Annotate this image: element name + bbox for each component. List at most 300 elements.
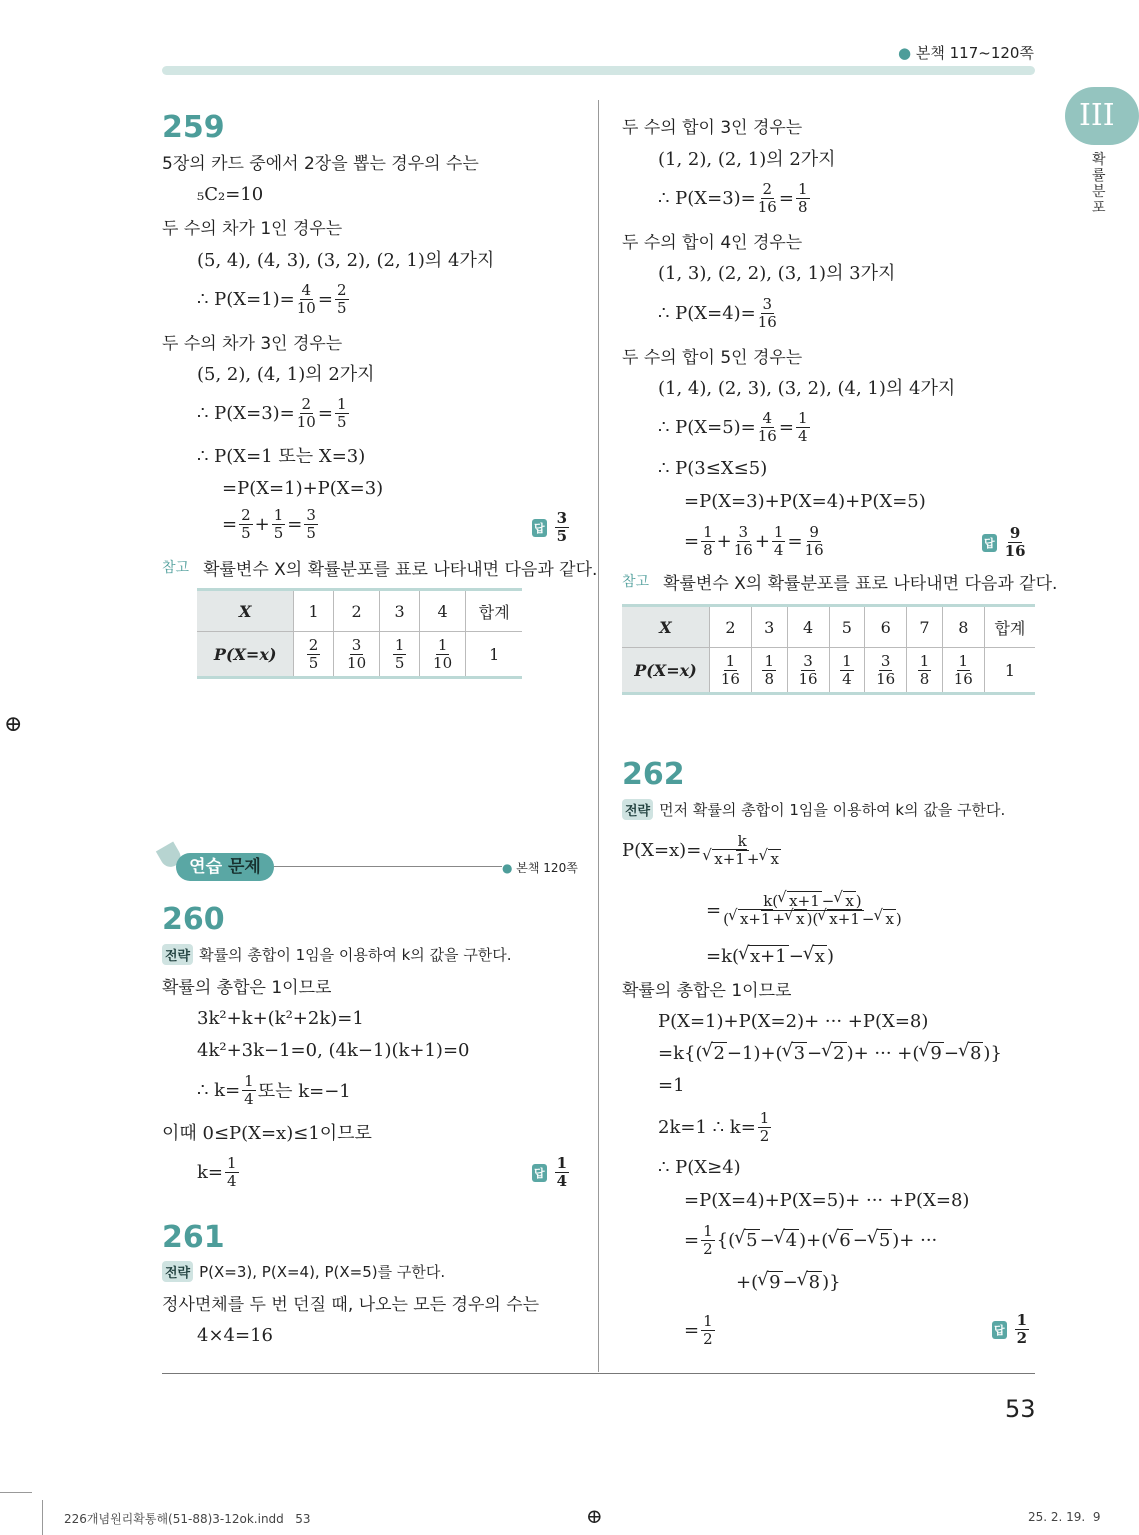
math-text: − xyxy=(821,891,835,910)
note-text: 확률변수 X의 확률분포를 표로 나타내면 다음과 같다. xyxy=(663,573,1058,594)
fraction xyxy=(297,396,316,431)
sqrt: √ x xyxy=(813,945,827,967)
math-text: (5, 4), (4, 3), (3, 2), (2, 1)의 4가지 xyxy=(197,250,495,271)
math-text: = xyxy=(684,1229,700,1251)
fraction xyxy=(304,507,318,542)
sqrt: √ x+1 xyxy=(748,945,789,967)
note-label: 참고 xyxy=(162,560,190,576)
table-header-cell: 2 xyxy=(333,590,380,632)
fraction xyxy=(307,637,321,672)
distribution-table-261 xyxy=(622,604,1035,695)
fraction xyxy=(918,653,932,688)
numerator xyxy=(225,1155,239,1173)
fraction xyxy=(758,296,777,331)
numerator xyxy=(762,653,776,671)
math-text: 1 xyxy=(244,1071,254,1090)
math-text: 1 xyxy=(703,1311,713,1330)
chapter-roman: III xyxy=(1079,98,1115,133)
math-text: 3 xyxy=(762,294,773,313)
sqrt: √ 9 xyxy=(928,1042,943,1064)
math-text: 16 xyxy=(720,669,740,688)
math-text: ∴ P(X≥4) xyxy=(658,1156,741,1178)
table-row-label: P(X=x) xyxy=(622,648,709,694)
denominator xyxy=(758,314,777,331)
math-text: 1 xyxy=(437,635,448,654)
denominator xyxy=(758,428,777,445)
crop-mark xyxy=(0,1492,32,1493)
math-text: P(X=x)= xyxy=(622,839,702,861)
math-line xyxy=(622,831,783,868)
chapter-tab xyxy=(1065,87,1139,145)
math-text: ) xyxy=(895,909,902,928)
practice-title-a: 연습 xyxy=(189,857,223,877)
header-bar xyxy=(162,66,1035,75)
math-text: = xyxy=(787,530,803,552)
chapter-label: 확률분포 xyxy=(1092,152,1106,216)
math-text: 3 xyxy=(738,522,749,541)
numerator xyxy=(796,181,810,199)
math-text: 10 xyxy=(347,653,367,672)
math-line xyxy=(658,1038,1002,1068)
math-text: − xyxy=(852,1229,868,1251)
numerator xyxy=(957,653,971,671)
math-text: 확률의 총합은 1이므로 xyxy=(622,980,792,1001)
math-text: = xyxy=(317,402,333,424)
denominator xyxy=(760,1128,770,1145)
math-text: + xyxy=(772,909,786,928)
strategy-text: 확률의 총합이 1임을 이용하여 k의 값을 구한다. xyxy=(199,945,512,964)
math-line xyxy=(658,372,955,402)
crop-mark xyxy=(42,1500,43,1535)
math-text: ∴ P(X=3)= xyxy=(658,187,756,209)
footer-date: 25. 2. 19. 9 xyxy=(1028,1510,1101,1524)
denominator xyxy=(954,671,973,688)
sqrt: √ 4 xyxy=(784,1229,799,1251)
problem-number-259: 259 xyxy=(162,110,225,145)
table-header-cell: X xyxy=(197,590,294,632)
math-line xyxy=(658,1152,741,1182)
math-text: 3 xyxy=(306,505,316,524)
math-text: 3 xyxy=(556,509,568,527)
answer-261 xyxy=(982,525,1028,560)
numerator xyxy=(242,1073,256,1091)
denominator xyxy=(703,1241,713,1258)
math-line xyxy=(622,110,802,140)
math-text: 두 수의 차가 3인 경우는 xyxy=(162,333,343,354)
sqrt: √ x+1 xyxy=(827,909,862,928)
numerator xyxy=(393,637,407,655)
math-text: 정사면체를 두 번 던질 때, 나오는 모든 경우의 수는 xyxy=(162,1294,540,1315)
numerator xyxy=(772,524,786,542)
numerator xyxy=(1008,525,1022,543)
math-text: 2 xyxy=(1016,1329,1028,1347)
strategy-tag: 전략 xyxy=(162,1261,193,1282)
numerator xyxy=(307,637,321,655)
math-line xyxy=(162,1287,539,1317)
column-divider xyxy=(598,100,599,1372)
math-text: 8 xyxy=(797,197,808,216)
header-ref-label: 본책 xyxy=(915,44,945,62)
denominator xyxy=(337,414,347,431)
math-text: 4 xyxy=(762,408,773,427)
denominator xyxy=(703,542,713,559)
table-header-cell: 3 xyxy=(380,590,419,632)
math-text: 16 xyxy=(953,669,973,688)
math-text: 16 xyxy=(733,540,753,559)
fraction xyxy=(433,637,452,672)
math-text: k= xyxy=(197,1161,223,1183)
math-text: ₅C₂=10 xyxy=(197,183,264,205)
denominator xyxy=(798,428,808,445)
math-text: 1 xyxy=(797,179,808,198)
math-text: − xyxy=(861,909,875,928)
fraction xyxy=(772,524,786,559)
table-cell xyxy=(294,632,333,678)
math-line xyxy=(222,473,383,503)
numerator xyxy=(239,507,253,525)
math-text: 5 xyxy=(308,653,319,672)
fraction xyxy=(242,1073,256,1108)
table-cell: 1 xyxy=(466,632,522,678)
math-text: ∴ P(3≤X≤5) xyxy=(658,457,768,479)
table-cell xyxy=(907,648,943,694)
math-text: 10 xyxy=(296,412,316,431)
math-line xyxy=(658,179,812,216)
sqrt: √ x xyxy=(843,891,855,910)
answer-259 xyxy=(532,510,571,545)
math-text: (1, 3), (2, 2), (3, 1)의 3가지 xyxy=(658,263,896,284)
fraction xyxy=(1005,525,1026,560)
math-line xyxy=(684,1185,969,1215)
math-text: 4 xyxy=(556,1172,568,1190)
numerator xyxy=(761,181,775,199)
problem-number-262: 262 xyxy=(622,757,685,792)
math-line xyxy=(658,1108,773,1145)
denominator xyxy=(774,542,784,559)
math-text: 5장의 카드 중에서 2장을 뽑는 경우의 수는 xyxy=(162,153,479,174)
fraction xyxy=(758,1110,772,1145)
denominator xyxy=(805,542,824,559)
fraction xyxy=(272,507,286,542)
table-header-cell: 8 xyxy=(942,606,984,648)
denominator xyxy=(798,199,808,216)
math-text: ∴ P(X=1 또는 X=3) xyxy=(197,446,366,467)
denominator xyxy=(721,671,740,688)
answer-badge: 답 xyxy=(982,534,997,552)
math-line xyxy=(658,1006,928,1036)
math-text: ∴ P(X=3)= xyxy=(197,402,295,424)
math-line xyxy=(197,1071,351,1108)
math-text: 1 xyxy=(759,1108,770,1127)
math-text: )} xyxy=(983,1042,1002,1064)
sqrt: √ 2 xyxy=(711,1042,726,1064)
math-text: = xyxy=(287,513,303,535)
math-line xyxy=(162,970,331,1000)
fraction xyxy=(701,1223,715,1258)
math-text: 1 xyxy=(1016,1311,1028,1329)
numerator xyxy=(335,396,349,414)
math-text: 4 xyxy=(244,1089,254,1108)
problem-number-261: 261 xyxy=(162,1220,225,1255)
math-text: 10 xyxy=(433,653,453,672)
table-header-cell: 7 xyxy=(907,606,943,648)
math-text: P(X=1)+P(X=2)+ ··· +P(X=8) xyxy=(658,1010,929,1032)
strategy-text: P(X=3), P(X=4), P(X=5)를 구한다. xyxy=(199,1262,446,1281)
denominator xyxy=(703,851,781,868)
math-line xyxy=(197,244,494,274)
math-text: 5 xyxy=(336,298,347,317)
denominator xyxy=(876,671,895,688)
sqrt: √ 3 xyxy=(792,1042,807,1064)
denominator xyxy=(723,911,902,928)
sqrt: √ x xyxy=(768,849,780,868)
math-text: 2 xyxy=(703,1329,713,1348)
fraction xyxy=(1015,1312,1029,1347)
denominator xyxy=(557,528,567,545)
math-text: ) xyxy=(855,891,862,910)
table-cell xyxy=(333,632,380,678)
numerator xyxy=(761,410,775,428)
denominator xyxy=(799,671,818,688)
numerator xyxy=(701,524,715,542)
math-line xyxy=(162,211,342,241)
math-text: =k( xyxy=(706,945,740,967)
math-line xyxy=(684,1221,938,1258)
math-text: 8 xyxy=(919,669,930,688)
denominator xyxy=(244,1091,254,1108)
practice-ref: ● 본책 120쪽 xyxy=(502,861,578,875)
numerator xyxy=(736,833,749,851)
math-text: + xyxy=(754,530,770,552)
math-text: 4k²+3k−1=0, (4k−1)(k+1)=0 xyxy=(197,1039,470,1061)
math-line xyxy=(622,225,802,255)
math-text: )+ ··· xyxy=(892,1229,938,1251)
denominator xyxy=(1005,543,1026,560)
math-line xyxy=(658,257,895,287)
math-text: = xyxy=(778,187,794,209)
math-text: ∴ P(X=5)= xyxy=(658,416,756,438)
math-line xyxy=(197,358,375,388)
fraction xyxy=(805,524,824,559)
math-text: 8 xyxy=(703,540,713,559)
math-line xyxy=(197,394,351,431)
math-line xyxy=(658,294,779,331)
answer-badge: 답 xyxy=(992,1321,1007,1339)
numerator xyxy=(918,653,932,671)
sqrt: √ x+1 xyxy=(787,891,822,910)
math-line xyxy=(658,1070,685,1100)
denominator xyxy=(1017,1330,1027,1347)
strategy-tag: 전략 xyxy=(622,799,653,820)
sqrt: √ 5 xyxy=(744,1229,759,1251)
math-text: = xyxy=(317,288,333,310)
table-header-cell: 6 xyxy=(865,606,907,648)
math-text: 5 xyxy=(273,523,284,542)
fraction xyxy=(701,1313,715,1348)
table-cell xyxy=(709,648,751,694)
math-text: =1 xyxy=(658,1074,685,1096)
math-line xyxy=(197,1003,364,1033)
table-header-cell: 합계 xyxy=(984,606,1035,648)
numerator xyxy=(796,410,810,428)
math-line xyxy=(684,522,826,559)
numerator xyxy=(350,637,364,655)
math-text: − xyxy=(807,1042,823,1064)
math-line xyxy=(197,440,365,470)
math-text: 1 xyxy=(773,522,784,541)
header-pages: 117~120쪽 xyxy=(949,44,1034,62)
math-line xyxy=(658,143,836,173)
math-text: 2 xyxy=(336,280,347,299)
registration-mark-icon: ⊕ xyxy=(4,712,23,737)
numerator xyxy=(555,1155,569,1173)
numerator xyxy=(300,282,314,300)
denominator xyxy=(920,671,930,688)
numerator xyxy=(761,296,775,314)
table-header-cell: 1 xyxy=(294,590,333,632)
table-row-label: P(X=x) xyxy=(197,632,294,678)
math-text: =P(X=4)+P(X=5)+ ··· +P(X=8) xyxy=(684,1189,970,1211)
math-line xyxy=(162,1117,372,1147)
math-text: 또는 k=−1 xyxy=(257,1081,351,1102)
sqrt: √ x+1 xyxy=(738,909,773,928)
math-text: 4 xyxy=(773,540,784,559)
sqrt: √ 8 xyxy=(807,1271,822,1293)
math-line xyxy=(197,1153,241,1190)
math-text: (1, 4), (2, 3), (3, 2), (4, 1)의 4가지 xyxy=(658,378,956,399)
fraction xyxy=(796,410,810,445)
strategy-text: 먼저 확률의 총합이 1임을 이용하여 k의 값을 구한다. xyxy=(659,800,1006,819)
fraction xyxy=(762,653,776,688)
sqrt: √ x xyxy=(794,909,806,928)
numerator xyxy=(807,524,821,542)
table-cell xyxy=(829,648,865,694)
denominator xyxy=(297,300,316,317)
math-text: − xyxy=(759,1229,775,1251)
sqrt: √ 6 xyxy=(837,1229,852,1251)
sqrt: √ 8 xyxy=(968,1042,983,1064)
math-text: − xyxy=(943,1042,959,1064)
math-text: 3k²+k+(k²+2k)=1 xyxy=(197,1007,364,1029)
math-text: k xyxy=(737,831,747,850)
denominator xyxy=(703,1331,713,1348)
denominator xyxy=(241,525,251,542)
math-text: =k{( xyxy=(658,1042,703,1064)
fraction xyxy=(758,410,777,445)
math-text: − xyxy=(782,1271,798,1293)
math-text: 두 수의 차가 1인 경우는 xyxy=(162,218,343,239)
math-line xyxy=(197,179,263,209)
math-text: 1 xyxy=(725,651,736,670)
fraction xyxy=(335,396,349,431)
math-text: 1 xyxy=(797,408,808,427)
math-text: 5 xyxy=(336,412,347,431)
math-text: ∴ k= xyxy=(197,1079,241,1101)
math-text: 2 xyxy=(762,179,773,198)
denominator xyxy=(274,525,284,542)
table-cell xyxy=(419,632,466,678)
math-text: 두 수의 합이 4인 경우는 xyxy=(622,232,803,253)
table-cell: 1 xyxy=(984,648,1035,694)
fraction xyxy=(225,1155,239,1190)
math-text: 1 xyxy=(556,1154,568,1172)
denominator xyxy=(764,671,774,688)
fraction xyxy=(555,510,569,545)
math-text: 1 xyxy=(764,651,775,670)
table-header-cell: 3 xyxy=(751,606,787,648)
answer-262 xyxy=(992,1312,1031,1347)
math-text: 9 xyxy=(1009,524,1021,542)
page-number: 53 xyxy=(1005,1395,1036,1423)
math-text: 3 xyxy=(803,651,813,670)
table-header-cell: 5 xyxy=(829,606,865,648)
practice-badge xyxy=(176,853,274,881)
math-text: =P(X=1)+P(X=3) xyxy=(222,477,384,499)
math-line xyxy=(162,326,342,356)
table-header-cell: 합계 xyxy=(466,590,522,632)
table-cell xyxy=(787,648,829,694)
fraction xyxy=(347,637,366,672)
math-text: + xyxy=(746,849,760,868)
numerator xyxy=(335,282,349,300)
math-text: 1 xyxy=(958,651,969,670)
math-text: 1 xyxy=(273,505,284,524)
math-text: )+ ··· +( xyxy=(846,1042,920,1064)
fraction xyxy=(723,893,902,928)
math-text: 4 xyxy=(797,426,808,445)
numerator xyxy=(555,510,569,528)
math-text: =P(X=3)+P(X=4)+P(X=5) xyxy=(684,490,926,512)
math-text: 5 xyxy=(306,523,316,542)
math-text: = xyxy=(222,513,238,535)
math-text: 4 xyxy=(842,669,852,688)
denominator xyxy=(842,671,852,688)
table-cell xyxy=(751,648,787,694)
math-text: 10 xyxy=(296,298,316,317)
distribution-table-259 xyxy=(197,588,522,679)
math-text: 4 xyxy=(227,1171,237,1190)
math-text: 2 xyxy=(308,635,319,654)
math-line xyxy=(197,280,351,317)
denominator xyxy=(227,1173,237,1190)
math-text: )+( xyxy=(799,1229,829,1251)
strategy-tag: 전략 xyxy=(162,944,193,965)
numerator xyxy=(758,1110,772,1128)
table-cell xyxy=(865,648,907,694)
math-text: = xyxy=(706,899,722,921)
sqrt: √ x xyxy=(883,909,895,928)
math-text: 5 xyxy=(394,653,405,672)
numerator xyxy=(840,653,854,671)
denominator xyxy=(433,655,452,672)
numerator xyxy=(761,893,863,911)
math-text: 3 xyxy=(351,635,362,654)
problem-number-260: 260 xyxy=(162,902,225,937)
math-text: +( xyxy=(736,1271,759,1293)
math-line xyxy=(197,1035,470,1065)
math-text: 3 xyxy=(880,651,891,670)
math-text: 16 xyxy=(757,197,777,216)
math-line xyxy=(706,941,834,971)
math-line xyxy=(222,505,320,542)
table-cell xyxy=(380,632,419,678)
fraction xyxy=(758,181,777,216)
math-text: ) xyxy=(826,945,834,967)
denominator xyxy=(347,655,366,672)
math-text: )} xyxy=(822,1271,841,1293)
numerator xyxy=(1015,1312,1029,1330)
numerator xyxy=(737,524,751,542)
